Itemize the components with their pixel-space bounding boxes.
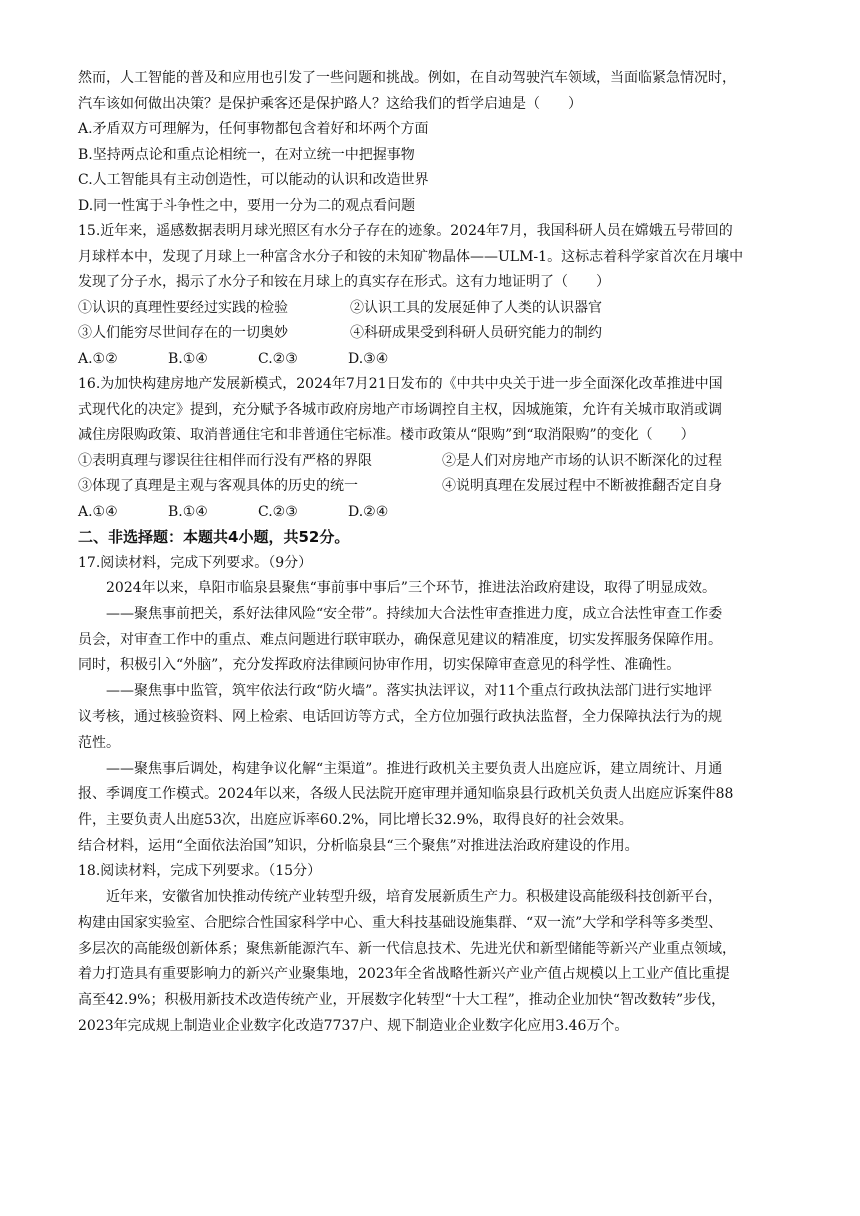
- q16-item-4: ④说明真理在发展过程中不断被推翻否定自身: [442, 478, 722, 494]
- question-15: [78, 219, 798, 372]
- q17-title: 17.阅读材料，完成下列要求。（9分）: [78, 554, 313, 571]
- q15-answer-a[interactable]: A.①②: [78, 350, 118, 367]
- q16-item-2: ②是人们对房地产市场的认识不断深化的过程: [442, 452, 722, 469]
- q15-items-row: [78, 296, 798, 322]
- q16-stem-line: 减住房限购政策、取消普通住宅和非普通住宅标准。楼市政策从“限购”到“取消限购”的变化（ ）: [78, 427, 695, 443]
- question-18: [78, 859, 798, 1039]
- material-line: 议考核，通过核验资料、网上检索、电话回访等方式，全方位加强行政执法监督，全力保障执法行为的规: [78, 708, 722, 725]
- section-heading: 二、非选择题：本题共4小题，共52分。: [78, 528, 350, 546]
- q16-answer-d[interactable]: D.②④: [348, 503, 389, 520]
- material-line: 着力打造具有重要影响力的新兴产业聚集地，2023年全省战略性新兴产业产值占规模以上工业产值比重提: [78, 966, 730, 983]
- material-line: 多层次的高能级创新体系；聚焦新能源汽车、新一代信息技术、先进光伏和新型储能等新兴产业重点领域，: [78, 940, 736, 957]
- q14-stem-line: 然而，人工智能的普及和应用也引发了一些问题和挑战。例如，在自动驾驶汽车领域，当面临紧急情况时，: [78, 70, 736, 86]
- material-line: 2024年以来，阜阳市临泉县聚焦“事前事中事后”三个环节，推进法治政府建设，取得了明显成效。: [106, 580, 716, 596]
- q16-answer-c[interactable]: C.②③: [258, 503, 298, 520]
- q15-answer-d[interactable]: D.③④: [348, 350, 389, 367]
- q16-stem-line: 16.为加快构建房地产发展新模式，2024年7月21日发布的《中共中央关于进一步全面深化改革推进中国: [78, 376, 723, 392]
- material-line: 高至42.9%；积极用新技术改造传统产业，开展数字化转型“十大工程”，推动企业加快“智改数转”步伐，: [78, 992, 726, 1009]
- material-line: 同时，积极引入“外脑”，充分发挥政府法律顾问协审作用，切实保障审查意见的科学性、准确性。: [78, 657, 681, 674]
- question-16: [78, 372, 798, 525]
- q16-answers: [78, 500, 798, 526]
- q16-items-row: [78, 449, 798, 475]
- material-line: ——聚焦事后调处，构建争议化解“主渠道”。推进行政机关主要负责人出庭应诉，建立周统计、月通: [106, 760, 723, 777]
- q14-option-d[interactable]: D.同一性寓于斗争性之中，要用一分为二的观点看问题: [78, 197, 416, 214]
- q16-items-row: [78, 474, 798, 500]
- q15-answer-b[interactable]: B.①④: [168, 350, 208, 367]
- q16-stem-line: 式现代化的决定》提到，充分赋予各城市政府房地产市场调控自主权，因城施策，允许有关城市取消或调: [78, 401, 722, 418]
- q16-answer-a[interactable]: A.①④: [78, 503, 118, 520]
- q14-option-c[interactable]: C.人工智能具有主动创造性，可以能动的认识和改造世界: [78, 172, 429, 188]
- material-line: 员会，对审查工作中的重点、难点问题进行联审联办，确保意见建议的精准度，切实发挥服务保障作用。: [78, 631, 722, 648]
- material-line: 2023年完成规上制造业企业数字化改造7737户、规下制造业企业数字化应用3.46万个。: [78, 1017, 629, 1034]
- material-line: 构建由国家实验室、合肥综合性国家科学中心、重大科技基础设施集群、“双一流”大学和学科等多类型、: [78, 914, 723, 931]
- q15-item-3: ③人们能穷尽世间存在的一切奥妙: [78, 325, 288, 341]
- q16-item-3: ③体现了真理是主观与客观具体的历史的统一: [78, 478, 358, 494]
- q15-items-row: [78, 321, 798, 347]
- q15-stem-line: 月球样本中，发现了月球上一种富含水分子和铵的未知矿物晶体——ULM-1。这标志着科学家首次在月壤中: [78, 248, 744, 265]
- q15-answers: [78, 347, 798, 373]
- q16-answer-b[interactable]: B.①④: [168, 503, 208, 520]
- q17-question: 结合材料，运用“全面依法治国”知识，分析临泉县“三个聚焦”对推进法治政府建设的作用。: [78, 837, 639, 854]
- material-line: 近年来，安徽省加快推动传统产业转型升级，培育发展新质生产力。积极建设高能级科技创新平台，: [106, 888, 722, 905]
- material-line: ——聚焦事前把关，系好法律风险“安全带”。持续加大合法性审查推进力度，成立合法性审查工作委: [106, 605, 723, 622]
- material-line: 报、季调度工作模式。2024年以来，各级人民法院开庭审理并通知临泉县行政机关负责人出庭应诉案件88: [78, 786, 734, 803]
- q15-stem-line: 15.近年来，遥感数据表明月球光照区有水分子存在的迹象。2024年7月，我国科研人员在嫦娥五号带回的: [78, 223, 733, 239]
- question-17: [78, 551, 798, 860]
- q16-item-1: ①表明真理与谬误往往相伴而行没有严格的界限: [78, 452, 372, 469]
- q15-stem-line: 发现了分子水，揭示了水分子和铵在月球上的真实存在形式。这有力地证明了（ ）: [78, 274, 610, 290]
- material-line: 范性。: [78, 734, 120, 751]
- question-14: [78, 66, 798, 219]
- q15-item-4: ④科研成果受到科研人员研究能力的制约: [350, 325, 602, 341]
- material-line: 件，主要负责人出庭53次，出庭应诉率60.2%，同比增长32.9%，取得良好的社会效果。: [78, 812, 633, 829]
- material-line: ——聚焦事中监管，筑牢依法行政“防火墙”。落实执法评议，对11个重点行政执法部门进行实地评: [106, 683, 713, 700]
- q15-answer-c[interactable]: C.②③: [258, 350, 298, 367]
- q18-material: [78, 885, 798, 1040]
- q14-option-b[interactable]: B.坚持两点论和重点论相统一，在对立统一中把握事物: [78, 146, 415, 163]
- q14-option-a[interactable]: A.矛盾双方可理解为，任何事物都包含着好和坏两个方面: [78, 121, 429, 137]
- q15-item-1: ①认识的真理性要经过实践的检验: [78, 299, 288, 316]
- q17-material: [78, 576, 798, 834]
- q15-item-2: ②认识工具的发展延伸了人类的认识器官: [350, 299, 602, 316]
- q18-title: 18.阅读材料，完成下列要求。（15分）: [78, 863, 322, 880]
- q14-stem-line: 汽车该如何做出决策？是保护乘客还是保护路人？这给我们的哲学启迪是（ ）: [78, 95, 582, 112]
